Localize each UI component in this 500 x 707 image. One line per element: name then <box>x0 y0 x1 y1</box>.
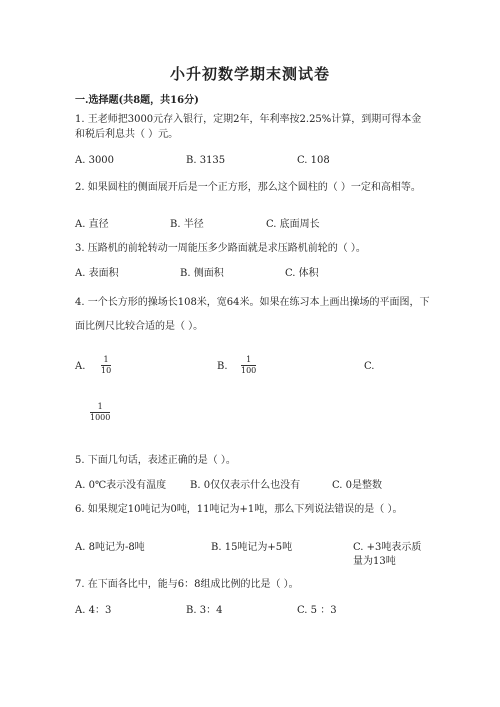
q7-option-c: C. 5 ：3 <box>297 605 337 616</box>
q5-option-a: A. 0℃表示没有温度 <box>75 480 167 491</box>
q6-option-b: B. 15吨记为+5吨 <box>211 542 293 553</box>
q4-option-c-fraction <box>90 402 110 423</box>
section-title: 一.选择题(共8题，共16分) <box>75 95 199 106</box>
q3-option-c: C. 体积 <box>285 268 319 279</box>
q4-option-c-label: C. <box>364 361 375 372</box>
q6-option-c: C. +3吨表示质量为13吨 <box>353 542 422 567</box>
fraction-denominator: 10 <box>101 366 112 375</box>
q4-option-b-fraction <box>241 355 256 376</box>
fraction-denominator: 1000 <box>90 413 111 422</box>
q2-option-c: C. 底面周长 <box>266 219 320 230</box>
q4-option-a-fraction <box>101 355 111 376</box>
page-title: 小升初数学期末测试卷 <box>169 65 330 83</box>
fraction-denominator: 100 <box>241 366 257 375</box>
question-2: 2. 如果圆柱的侧面展开后是一个正方形，那么这个圆柱的（ ）一定和高相等。 <box>75 182 421 193</box>
q2-option-b: B. 半径 <box>170 219 204 230</box>
q5-option-b: B. 0仅仅表示什么也没有 <box>190 480 301 491</box>
question-5: 5. 下面几句话，表述正确的是（ ）。 <box>75 455 236 466</box>
question-4: 4. 一个长方形的操场长108米，宽64米。如果在练习本上画出操场的平面图，下面比例尺比较合适的是（ ）。 <box>75 297 430 332</box>
q2-option-a: A. 直径 <box>75 219 109 230</box>
q3-option-b: B. 侧面积 <box>180 268 224 279</box>
fraction-numerator: 1 <box>97 402 103 411</box>
question-7: 7. 在下面各比中，能与6：8组成比例的比是（ ）。 <box>75 579 299 590</box>
question-3: 3. 压路机的前轮转动一周能压多少路面就是求压路机前轮的（ ）。 <box>75 243 366 254</box>
fraction-numerator: 1 <box>103 355 109 364</box>
q4-option-b-label: B. <box>217 361 228 372</box>
q7-option-a: A. 4：3 <box>75 605 112 616</box>
q1-option-c: C. 108 <box>297 155 330 166</box>
q1-option-a: A. 3000 <box>75 155 115 166</box>
q6-option-a: A. 8吨记为-8吨 <box>75 542 145 553</box>
q1-option-b: B. 3135 <box>186 155 226 166</box>
q4-option-a-label: A. <box>75 361 86 372</box>
q3-option-a: A. 表面积 <box>75 268 119 279</box>
q5-option-c: C. 0是整数 <box>332 480 383 491</box>
fraction-numerator: 1 <box>246 355 252 364</box>
question-6: 6. 如果规定10吨记为0吨，11吨记为+1吨，那么下列说法错误的是（ ）。 <box>75 504 403 515</box>
question-1: 1. 王老师把3000元存入银行，定期2年，年利率按2.25%计算，到期可得本金和税后利息共（ ）元。 <box>75 114 422 140</box>
q7-option-b: B. 3：4 <box>186 605 223 616</box>
